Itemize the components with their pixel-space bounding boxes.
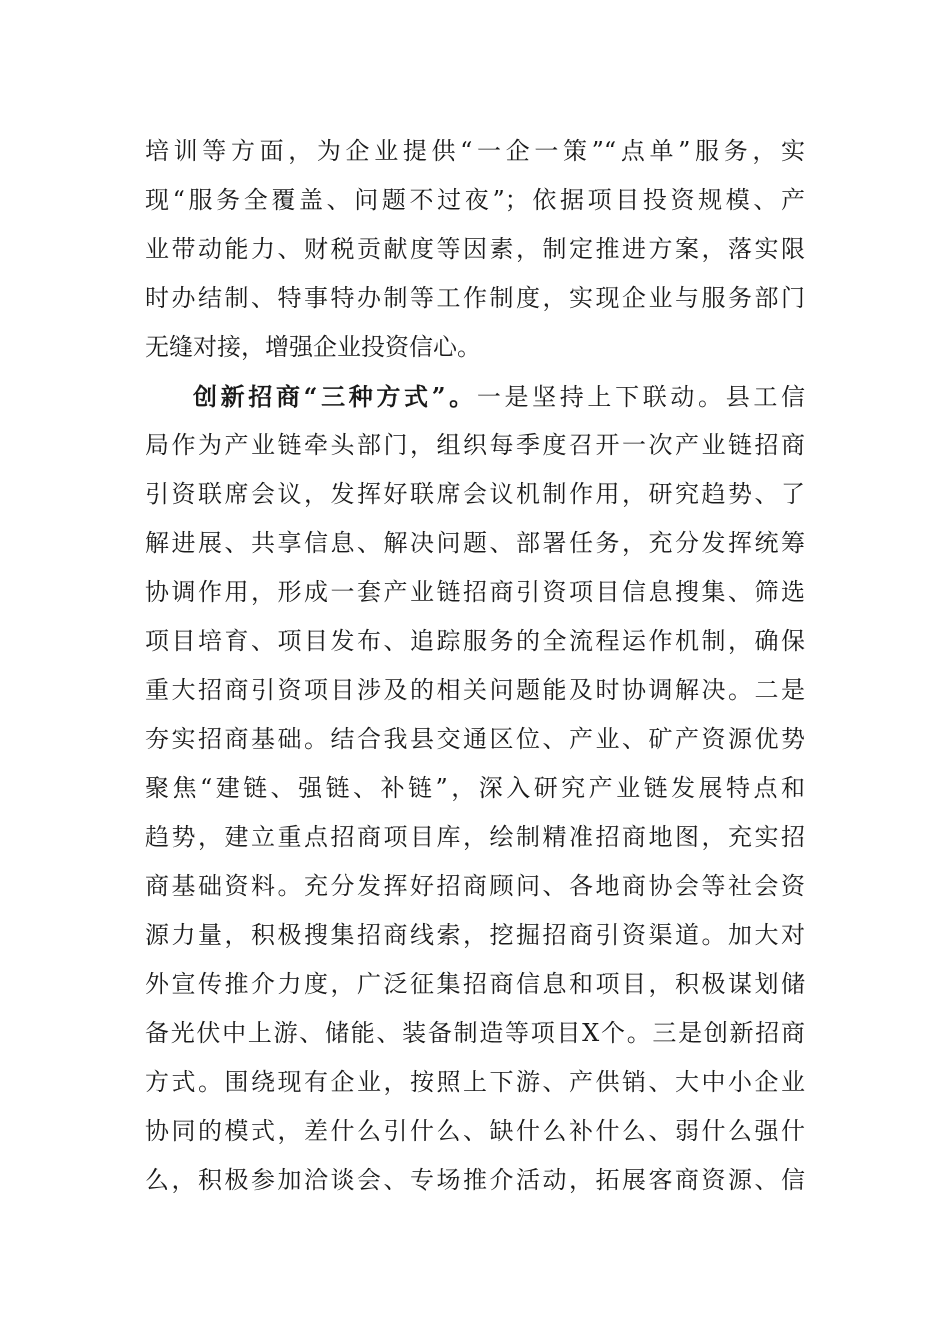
text-line: 项目培育、项目发布、追踪服务的全流程运作机制，确保 — [145, 627, 805, 655]
text-line: 聚焦“建链、强链、补链”，深入研究产业链发展特点和 — [145, 774, 805, 802]
text-line: 协调作用，形成一套产业链招商引资项目信息搜集、筛选 — [145, 578, 805, 606]
document-body — [145, 127, 805, 1205]
text-line: 局作为产业链牵头部门，组织每季度召开一次产业链招商 — [145, 431, 805, 459]
text-line: 解进展、共享信息、解决问题、部署任务，充分发挥统筹 — [145, 529, 805, 557]
text-line: 现“服务全覆盖、问题不过夜”；依据项目投资规模、产 — [145, 186, 805, 214]
text-line: 外宣传推介力度，广泛征集招商信息和项目，积极谋划储 — [145, 970, 805, 998]
paragraph-2 — [145, 372, 805, 1205]
paragraph-first-line-text: 一是坚持上下联动。县工信 — [476, 383, 806, 411]
text-line: 趋势，建立重点招商项目库，绘制精准招商地图，充实招 — [145, 823, 805, 851]
paragraph-first-line — [145, 372, 805, 421]
text-line: 备光伏中上游、储能、装备制造等项目X个。三是创新招商 — [145, 1019, 805, 1047]
text-line: 无缝对接，增强企业投资信心。 — [145, 333, 481, 361]
text-line: 重大招商引资项目涉及的相关问题能及时协调解决。二是 — [145, 676, 805, 704]
text-line: 培训等方面，为企业提供“一企一策”“点单”服务，实 — [145, 137, 805, 165]
text-line: 夯实招商基础。结合我县交通区位、产业、矿产资源优势 — [145, 725, 805, 753]
text-line: 业带动能力、财税贡献度等因素，制定推进方案，落实限 — [145, 235, 805, 263]
text-line: 么，积极参加洽谈会、专场推介活动，拓展客商资源、信 — [145, 1166, 805, 1194]
paragraph-1 — [145, 127, 805, 372]
paragraph-heading: 创新招商“三种方式”。 — [193, 382, 477, 411]
text-line: 商基础资料。充分发挥好招商顾问、各地商协会等社会资 — [145, 872, 805, 900]
text-line: 方式。围绕现有企业，按照上下游、产供销、大中小企业 — [145, 1068, 805, 1096]
text-line: 引资联席会议，发挥好联席会议机制作用，研究趋势、了 — [145, 480, 805, 508]
text-line: 时办结制、特事特办制等工作制度，实现企业与服务部门 — [145, 284, 805, 312]
text-line: 源力量，积极搜集招商线索，挖掘招商引资渠道。加大对 — [145, 921, 805, 949]
text-line: 协同的模式，差什么引什么、缺什么补什么、弱什么强什 — [145, 1117, 805, 1145]
